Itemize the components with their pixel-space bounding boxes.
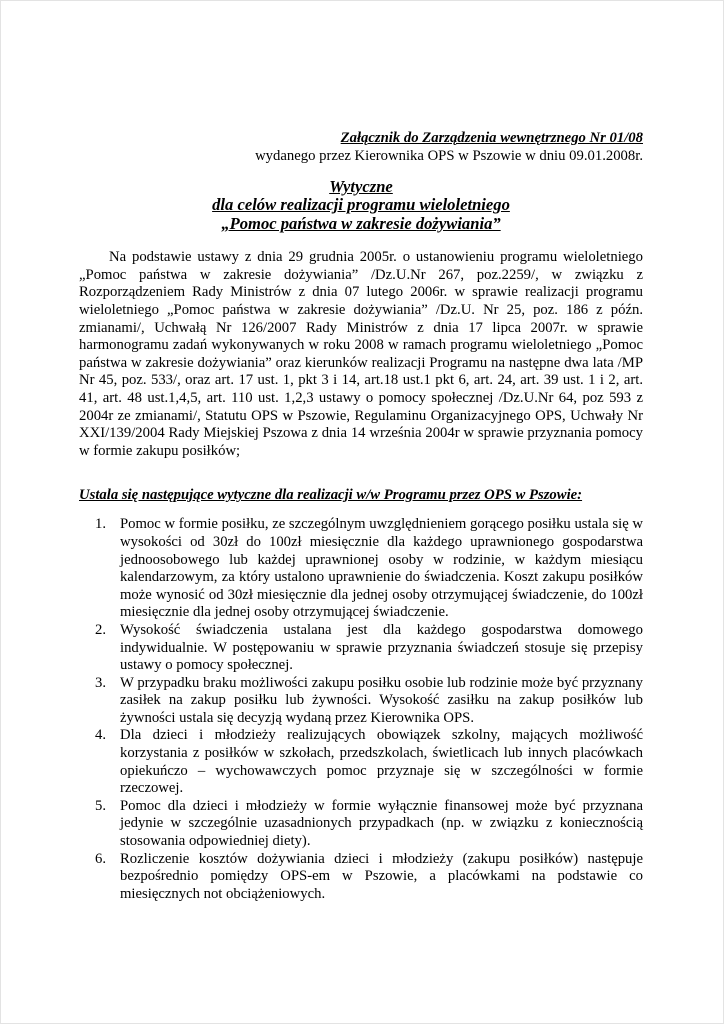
- list-item: [79, 851, 643, 904]
- list-item-number: 3.: [95, 674, 107, 691]
- intro-paragraph: Na podstawie ustawy z dnia 29 grudnia 2005r. o ustanowieniu programu wieloletniego „Pomoc państwa w zakresie dożywiania” /Dz.U.Nr 267, poz.2259/, w związku z Rozporządzeniem Rady Ministrów z dnia 07 lutego 2006r. w sprawie realizacji programu wieloletniego „Pomoc państwa w zakresie dożywiania” /Dz.U. Nr 25, poz. 186 z późn. zmianami/, Uchwałą Nr 126/2007 Rady Ministrów z dnia 17 lipca 2007r. w sprawie harmonogramu zadań wykonywanych w roku 2008 w ramach programu wieloletniego „Pomoc państwa w zakresie dożywiania” oraz kierunków realizacji Programu na następne dwa lata /MP Nr 45, poz. 533/, oraz art. 17 ust. 1, pkt 3 i 14, art.18 ust.1 pkt 6, art. 24, art. 39 ust. 1 i 2, art. 41, art. 48 ust.1,4,5, art. 110 ust. 1,2,3 ustawy o pomocy społecznej /Dz.U.Nr 64, poz 593 z 2004r ze zmianami/, Statutu OPS w Pszowie, Regulaminu Organizacyjnego OPS, Uchwały Nr XXI/139/2004 Rady Miejskiej Pszowa z dnia 14 września 2004r w sprawie przyznania pomocy w formie zakupu posiłków;: [79, 249, 643, 459]
- header-issuer-line: wydanego przez Kierownika OPS w Pszowie w dniu 09.01.2008r.: [255, 148, 643, 164]
- document-header: [79, 129, 643, 165]
- list-item-number: 1.: [95, 516, 107, 533]
- list-item: [79, 727, 643, 797]
- header-attachment-line: Załącznik do Zarządzenia wewnętrznego Nr 01/08: [340, 130, 643, 146]
- section-heading: Ustala się następujące wytyczne dla realizacji w/w Programu przez OPS w Pszowie:: [79, 487, 583, 504]
- list-item-number: 2.: [95, 621, 107, 638]
- list-item-number: 4.: [95, 727, 107, 744]
- list-item: [79, 622, 643, 675]
- title-line-3: „Pomoc państwa w zakresie dożywiania”: [221, 213, 501, 233]
- list-item: [79, 798, 643, 851]
- list-item-number: 5.: [95, 797, 107, 814]
- list-item-text: Pomoc dla dzieci i młodzieży w formie wyłącznie finansowej może być przyznana jedynie w szczególnie uzasadnionych przypadkach (np. w związku z koniecznością stosowania odpowiedniej diety).: [120, 797, 643, 850]
- list-item-text: W przypadku braku możliwości zakupu posiłku osobie lub rodzinie może być przyznany zasiłek na zakup posiłku lub żywności. Wysokość zasiłku na zakup posiłków lub żywności ustala się decyzją wydaną przez Kierownika OPS.: [120, 674, 643, 726]
- list-item: [79, 516, 643, 622]
- list-item-text: Dla dzieci i młodzieży realizujących obowiązek szkolny, mających możliwość korzystania z posiłków w szkołach, przedszkolach, świetlicach lub innych placówkach opiekuńczo – wychowawczych pomoc przyznaje się w szczególności w formie rzeczowej.: [120, 727, 643, 797]
- list-item-text: Wysokość świadczenia ustalana jest dla każdego gospodarstwa domowego indywidualnie. W postępowaniu w sprawie przyznania świadczeń stosuje się przepisy ustawy o pomocy społecznej.: [120, 621, 643, 674]
- list-item-text: Pomoc w formie posiłku, ze szczególnym uwzględnieniem gorącego posiłku ustala się w wysokości od 30zł do 100zł miesięcznie dla każdego uprawnionego gospodarstwa jednoosobowego lub każdej uprawnionej osoby w rodzinie, w każdym miesiącu kalendarzowym, za który ustalono uprawnienie do świadczenia. Koszt zakupu posiłków może wynosić od 30zł miesięcznie dla jednej osoby otrzymującej świadczenie, do 100zł miesięcznie dla jednej osoby otrzymującej świadczenie.: [120, 516, 643, 621]
- title-line-2: dla celów realizacji programu wieloletniego: [212, 195, 510, 215]
- list-item: [79, 675, 643, 728]
- list-item-number: 6.: [95, 850, 107, 867]
- list-item-text: Rozliczenie kosztów dożywiania dzieci i młodzieży (zakupu posiłków) następuje bezpośrednio pomiędzy OPS-em w Pszowie, a placówkami na podstawie co miesięcznych not obciążeniowych.: [120, 850, 643, 902]
- title-line-1: Wytyczne: [329, 177, 393, 196]
- document-title: [79, 178, 643, 233]
- guidelines-list: [79, 516, 643, 903]
